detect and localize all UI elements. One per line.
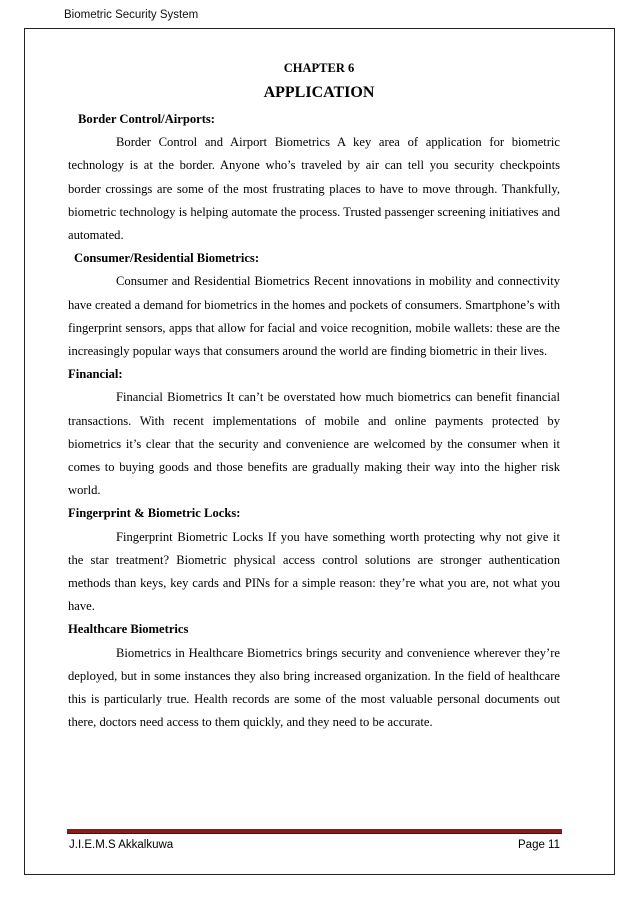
document-body — [68, 108, 560, 734]
footer-rule — [67, 829, 562, 834]
chapter-number: CHAPTER 6 — [283, 61, 355, 75]
section-heading-healthcare: Healthcare Biometrics — [68, 622, 189, 637]
section-body-financial: Financial Biometrics It can’t be overstated how much biometrics can benefit financial transactions. With recent implementations of mobile and online payments protected by biometrics it’s clear that the security and convenience are welcomed by the consumer when it comes to buying goods and those benefits are gradually making their way into the higher risk world. — [68, 390, 560, 498]
chapter-title: APPLICATION — [263, 84, 375, 101]
section-heading-financial: Financial: — [68, 367, 123, 382]
section-body-healthcare: Biometrics in Healthcare Biometrics brings security and convenience wherever they’re deployed, but in some instances they also bring increased organization. In the field of healthcare this is particularly true. Health records are some of the most valuable personal documents out there, doctors need access to them quickly, and they need to be accurate. — [68, 645, 560, 730]
section-heading-consumer: Consumer/Residential Biometrics: — [74, 251, 260, 266]
section-heading-locks: Fingerprint & Biometric Locks: — [68, 506, 241, 521]
section-heading-border-control: Border Control/Airports: — [78, 112, 215, 126]
footer-institution: J.I.E.M.S Akkalkuwa — [69, 839, 174, 851]
section-body-border-control: Border Control and Airport Biometrics A key area of application for biometric technology is at the border. Anyone who’s traveled by air can tell you security checkpoints border crossings are some of the most frustrating places to have to move through. Thankfully, biometric technology is helping automate the process. Trusted passenger screening initiatives and automated. — [68, 135, 560, 243]
footer-page-number: Page 11 — [518, 839, 560, 851]
section-body-locks: Fingerprint Biometric Locks If you have something worth protecting why not give it the star treatment? Biometric physical access control solutions are stronger authentication methods than keys, key cards and PINs for a simple reason: they’re what you are, not what you have. — [68, 529, 560, 614]
running-header: Biometric Security System — [64, 9, 199, 21]
section-body-consumer: Consumer and Residential Biometrics Recent innovations in mobility and connectivity have created a demand for biometrics in the homes and pockets of consumers. Smartphone’s with fingerprint sensors, apps that allow for facial and voice recognition, mobile wallets: these are the increasingly popular ways that consumers around the world are finding biometric in their lives. — [68, 274, 560, 359]
